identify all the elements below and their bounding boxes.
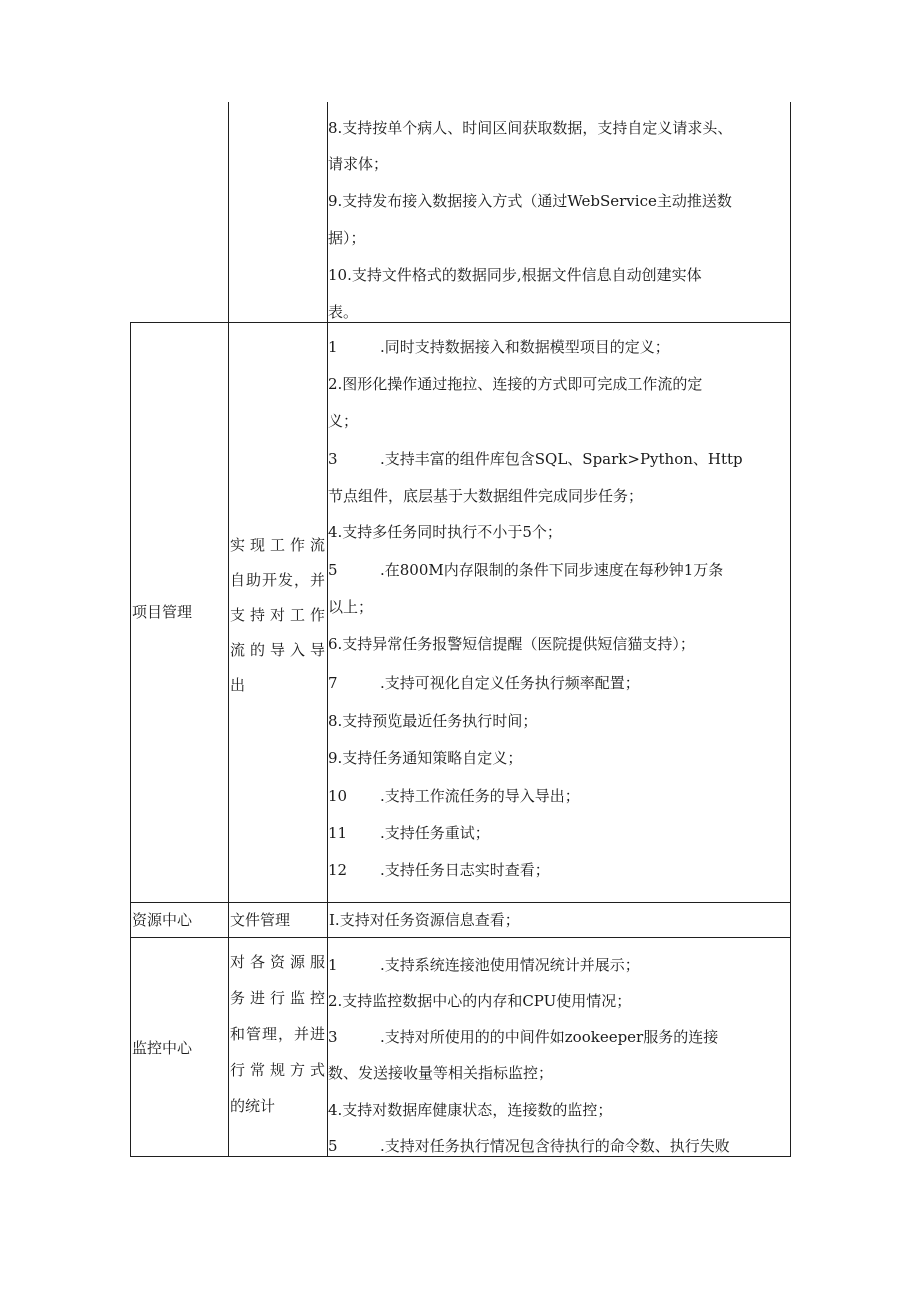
- list-item: 7 .支持可视化自定义任务执行频率配置；: [328, 674, 640, 692]
- grid-line-v0: [130, 322, 131, 1157]
- list-item: 12 .支持任务日志实时查看；: [328, 861, 550, 879]
- list-item: 4.支持多任务同时执行不小于5个；: [328, 523, 562, 541]
- list-item: 9.支持任务通知策略自定义；: [328, 749, 523, 767]
- list-item: 2.图形化操作通过拖拉、连接的方式即可完成工作流的定: [328, 375, 703, 393]
- list-item: 8.支持按单个病人、时间区间获取数据，支持自定义请求头、: [328, 119, 733, 137]
- function-line: 对各资源服: [230, 953, 325, 971]
- list-item: 数、发送接收量等相关指标监控；: [328, 1064, 554, 1082]
- items-cell: [328, 110, 790, 322]
- function-line: 流的导入导: [230, 641, 325, 659]
- list-item: 11 .支持任务重试；: [328, 824, 490, 842]
- category-cell: 资源中心: [132, 911, 193, 929]
- function-cell: 文件管理: [230, 911, 291, 929]
- list-item: 4.支持对数据库健康状态，连接数的监控；: [328, 1101, 613, 1119]
- function-line: 支持对工作: [230, 606, 325, 624]
- list-item: 5 .在800M内存限制的条件下同步速度在每秒钟1万条: [328, 561, 724, 579]
- function-line: 自助开发，并: [230, 571, 325, 589]
- list-item: 1 .同时支持数据接入和数据模型项目的定义；: [328, 338, 670, 356]
- list-item: 3 .支持对所使用的的中间件如zookeeper服务的连接: [328, 1028, 719, 1046]
- items-cell: [328, 323, 790, 902]
- grid-line-h2: [130, 902, 791, 903]
- list-item: 表。: [328, 303, 359, 321]
- items-cell: [328, 938, 790, 1156]
- function-line: 实现工作流: [230, 536, 325, 554]
- grid-line-v3: [790, 102, 791, 1157]
- function-line: 出: [230, 676, 246, 694]
- list-item: 10 .支持工作流任务的导入导出；: [328, 787, 580, 805]
- grid-line-v1: [228, 102, 229, 1157]
- list-item: 2.支持监控数据中心的内存和CPU使用情况；: [328, 992, 632, 1010]
- function-line: 务进行监控: [230, 989, 325, 1007]
- list-item: 8.支持预览最近任务执行时间；: [328, 712, 538, 730]
- list-item: 义；: [328, 412, 359, 430]
- list-item: 节点组件，底层基于大数据组件完成同步任务；: [328, 487, 644, 505]
- function-line: 行常规方式: [230, 1061, 325, 1079]
- list-item: 1 .支持系统连接池使用情况统计并展示；: [328, 956, 640, 974]
- function-line: 的统计: [230, 1097, 276, 1115]
- category-cell: 项目管理: [132, 603, 193, 621]
- function-line: 和管理，并进: [230, 1025, 325, 1043]
- list-item: 请求体；: [328, 155, 389, 173]
- list-item: 3 .支持丰富的组件库包含SQL、Spark>Python、Http: [328, 450, 743, 468]
- list-item: 5 .支持对任务执行情况包含待执行的命令数、执行失败: [328, 1137, 730, 1155]
- list-item: 以上；: [328, 598, 374, 616]
- list-item: I.支持对任务资源信息查看；: [329, 911, 520, 929]
- category-cell: 监控中心: [132, 1039, 193, 1057]
- list-item: 10.支持文件格式的数据同步,根据文件信息自动创建实体: [328, 266, 702, 284]
- grid-line-h4: [130, 1156, 791, 1157]
- list-item: 9.支持发布接入数据接入方式（通过WebService主动推送数: [328, 192, 732, 210]
- list-item: 据）；: [328, 229, 366, 247]
- list-item: 6.支持异常任务报警短信提醒（医院提供短信猫支持）；: [328, 635, 695, 653]
